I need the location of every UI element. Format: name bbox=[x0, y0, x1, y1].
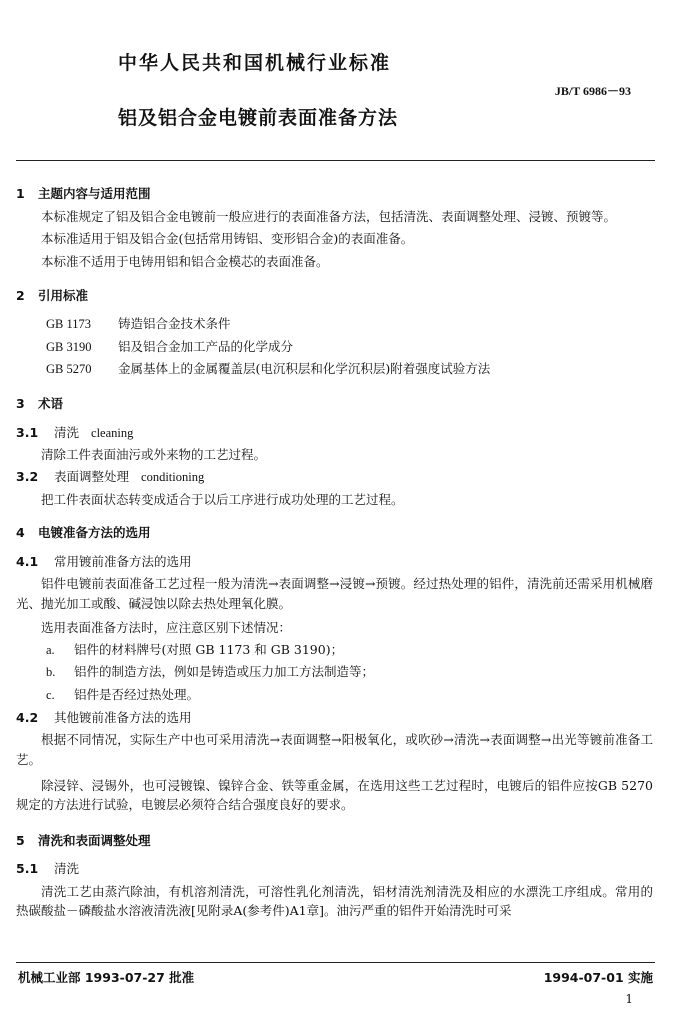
list-text: 铝件的材料牌号(对照 GB 1173 和 GB 3190)； bbox=[74, 641, 344, 657]
footer-divider bbox=[16, 962, 655, 963]
list-item bbox=[16, 687, 653, 704]
issuing-organization: 中华人民共和国机械行业标准 bbox=[118, 52, 392, 74]
term-number: 3.1 bbox=[16, 424, 39, 440]
section-number: 4 bbox=[16, 525, 25, 541]
subsection-5-1-heading bbox=[16, 861, 653, 877]
subsection-4-1-heading bbox=[16, 554, 653, 570]
paragraph: 铝件电镀前表面准备工艺过程一般为清洗→表面调整→浸镀→预镀。经过热处理的铝件，清洗前还需采用机械磨光、抛光加工或酸、碱浸蚀以除去热处理氧化膜。 bbox=[16, 576, 653, 611]
section-title: 术语 bbox=[38, 396, 64, 411]
subsection-title: 清洗 bbox=[54, 861, 80, 877]
list-text: 铝件的制造方法，例如是铸造或压力加工方法制造等； bbox=[74, 664, 375, 680]
section-1-heading bbox=[16, 186, 653, 202]
section-number: 1 bbox=[16, 186, 25, 201]
reference-item bbox=[16, 316, 653, 333]
section-title: 电镀准备方法的选用 bbox=[38, 525, 151, 541]
paragraph: 本标准不适用于电铸用铝和铝合金模芯的表面准备。 bbox=[41, 253, 329, 269]
subsection-number: 4.1 bbox=[16, 553, 39, 569]
term-english: cleaning bbox=[91, 425, 134, 440]
section-title: 主题内容与适用范围 bbox=[38, 186, 151, 201]
reference-code: GB 1173 bbox=[46, 317, 92, 332]
standard-code: JB/T 6986－93 bbox=[554, 84, 631, 98]
section-number: 5 bbox=[16, 832, 25, 848]
term-definition: 把工件表面状态转变成适合于以后工序进行成功处理的工艺过程。 bbox=[41, 491, 404, 507]
implementation-date: 1994-07-01 实施 bbox=[543, 970, 653, 985]
list-text: 铝件是否经过热处理。 bbox=[74, 687, 200, 702]
term-chinese: 表面调整处理 bbox=[54, 468, 130, 484]
term-english: conditioning bbox=[141, 469, 205, 484]
term-entry bbox=[16, 469, 653, 486]
section-number: 2 bbox=[16, 287, 25, 303]
reference-item bbox=[16, 339, 653, 356]
paragraph: 清洗工艺由蒸汽除油，有机溶剂清洗，可溶性乳化剂清洗，铝材清洗剂清洗及相应的水漂洗工序组成。常用的热碳酸盐－磷酸盐水溶液清洗液[见附录A(参考件)A1章]。油污严重的铝件开始清洗时可采 bbox=[16, 884, 653, 919]
document-body bbox=[16, 186, 653, 921]
section-4-heading bbox=[16, 525, 653, 541]
list-marker: b. bbox=[46, 665, 56, 680]
subsection-title: 其他镀前准备方法的选用 bbox=[54, 709, 192, 725]
list-marker: a. bbox=[46, 642, 55, 657]
section-number: 3 bbox=[16, 396, 25, 411]
paragraph: 本标准规定了铝及铝合金电镀前一般应进行的表面准备方法，包括清洗、表面调整处理、浸镀、预镀等。 bbox=[41, 208, 617, 224]
paragraph: 本标准适用于铝及铝合金(包括常用铸铝、变形铝合金)的表面准备。 bbox=[41, 231, 414, 247]
reference-item bbox=[16, 361, 653, 378]
section-2-heading bbox=[16, 288, 653, 304]
reference-title: 铸造铝合金技术条件 bbox=[118, 316, 231, 332]
list-marker: c. bbox=[46, 688, 55, 702]
term-definition: 清除工件表面油污或外来物的工艺过程。 bbox=[41, 447, 267, 463]
reference-title: 铝及铝合金加工产品的化学成分 bbox=[118, 338, 294, 354]
subsection-number: 4.2 bbox=[16, 709, 39, 725]
section-title: 引用标准 bbox=[38, 287, 89, 303]
subsection-title: 常用镀前准备方法的选用 bbox=[54, 553, 192, 569]
term-entry bbox=[16, 425, 653, 442]
reference-title: 金属基体上的金属覆盖层(电沉积层和化学沉积层)附着强度试验方法 bbox=[118, 361, 491, 377]
term-number: 3.2 bbox=[16, 468, 39, 484]
list-item bbox=[16, 664, 653, 681]
page-number: 1 bbox=[625, 992, 633, 1006]
section-title: 清洗和表面调整处理 bbox=[38, 832, 151, 848]
header-divider bbox=[16, 160, 655, 161]
list-item bbox=[16, 642, 653, 659]
approval-date: 机械工业部 1993-07-27 批准 bbox=[18, 970, 195, 985]
document-title: 铝及铝合金电镀前表面准备方法 bbox=[118, 107, 399, 129]
reference-code: GB 5270 bbox=[46, 362, 92, 377]
subsection-4-2-heading bbox=[16, 710, 653, 726]
paragraph: 根据不同情况，实际生产中也可采用清洗→表面调整→阳极氧化，或吹砂→清洗→表面调整→出光等镀前准备工艺。 bbox=[16, 732, 653, 767]
paragraph: 选用表面准备方法时，应注意区别下述情况： bbox=[41, 620, 292, 636]
section-3-heading bbox=[16, 396, 653, 412]
term-chinese: 清洗 bbox=[54, 424, 80, 440]
paragraph: 除浸锌、浸锡外，也可浸镀镍、镍锌合金、铁等重金属，在选用这些工艺过程时，电镀后的铝件应按GB 5270 规定的方法进行试验，电镀层必须符合结合强度良好的要求。 bbox=[16, 778, 653, 813]
subsection-number: 5.1 bbox=[16, 861, 39, 877]
reference-code: GB 3190 bbox=[46, 339, 92, 354]
section-5-heading bbox=[16, 833, 653, 849]
